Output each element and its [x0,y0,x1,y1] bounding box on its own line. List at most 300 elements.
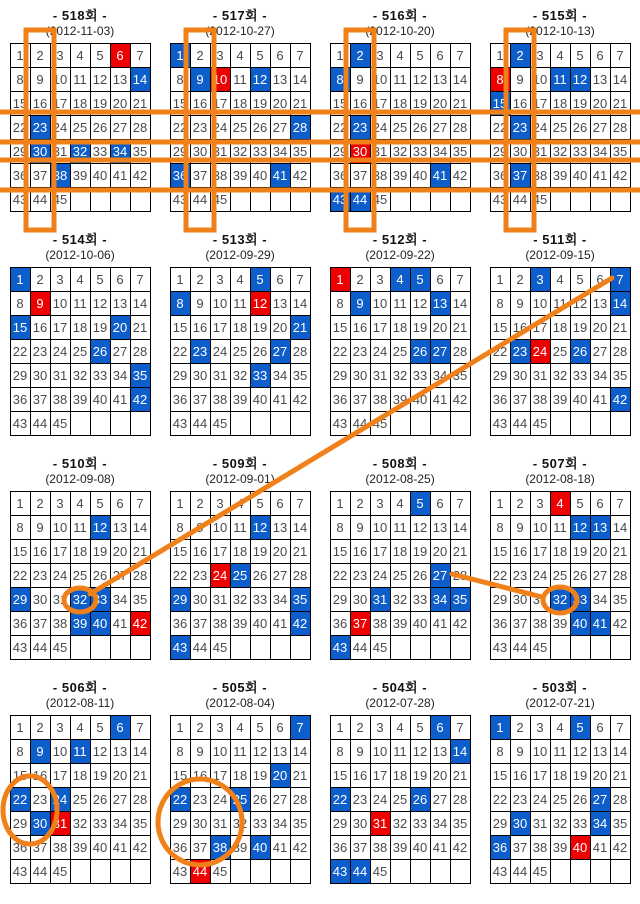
number-cell: 14 [451,516,470,539]
winning-number-cell: 26 [411,340,430,363]
number-cell: 13 [271,740,290,763]
number-cell: 33 [411,812,430,835]
empty-cell [391,412,410,435]
number-cell: 20 [431,764,450,787]
number-cell: 18 [231,316,250,339]
empty-cell [291,636,310,659]
winning-number-cell: 43 [331,188,350,211]
number-grid [490,267,631,436]
number-cell: 39 [391,612,410,635]
number-cell: 25 [391,788,410,811]
number-cell: 30 [31,364,50,387]
number-cell: 23 [351,788,370,811]
number-cell: 33 [571,364,590,387]
number-cell: 26 [251,788,270,811]
number-cell: 18 [231,540,250,563]
number-cell: 19 [411,316,430,339]
number-cell: 30 [351,812,370,835]
number-cell: 2 [511,268,530,291]
bonus-number-cell: 9 [31,292,50,315]
number-cell: 8 [331,516,350,539]
number-cell: 39 [231,612,250,635]
number-cell: 2 [511,492,530,515]
number-cell: 17 [51,764,70,787]
number-cell: 22 [171,340,190,363]
number-cell: 44 [511,636,530,659]
number-cell: 14 [611,516,630,539]
number-cell: 6 [271,492,290,515]
winning-number-cell: 29 [171,588,190,611]
bonus-number-cell: 31 [371,812,390,835]
number-cell: 29 [331,588,350,611]
number-cell: 30 [511,588,530,611]
bonus-number-cell: 37 [351,612,370,635]
draw-round-title: - 507회 - [532,456,588,471]
number-cell: 10 [531,292,550,315]
number-cell: 4 [71,268,90,291]
number-cell: 8 [11,68,30,91]
winning-number-cell: 5 [411,268,430,291]
number-cell: 28 [451,564,470,587]
number-cell: 34 [271,140,290,163]
number-cell: 41 [431,612,450,635]
empty-cell [271,412,290,435]
number-cell: 45 [51,188,70,211]
number-cell: 26 [91,116,110,139]
empty-cell [131,412,150,435]
empty-cell [231,188,250,211]
winning-number-cell: 13 [591,516,610,539]
number-cell: 19 [251,316,270,339]
number-cell: 17 [51,92,70,115]
empty-cell [431,188,450,211]
number-cell: 21 [451,764,470,787]
number-cell: 33 [251,140,270,163]
winning-number-cell: 44 [351,860,370,883]
number-cell: 23 [191,788,210,811]
empty-cell [251,860,270,883]
number-cell: 8 [11,740,30,763]
number-cell: 18 [71,316,90,339]
winning-number-cell: 35 [131,364,150,387]
number-cell: 30 [191,364,210,387]
bonus-number-cell: 44 [191,860,210,883]
winning-number-cell: 41 [271,164,290,187]
number-cell: 24 [371,340,390,363]
number-cell: 33 [91,364,110,387]
draw-calendar-board [0,8,640,904]
winning-number-cell: 31 [371,588,390,611]
number-cell: 12 [411,740,430,763]
number-cell: 40 [411,388,430,411]
winning-number-cell: 3 [531,268,550,291]
winning-number-cell: 27 [431,340,450,363]
number-cell: 11 [391,516,410,539]
number-cell: 29 [491,140,510,163]
empty-cell [291,412,310,435]
number-cell: 25 [71,564,90,587]
number-cell: 20 [111,540,130,563]
draw-round-title: - 506회 - [52,680,108,695]
number-cell: 41 [111,612,130,635]
number-cell: 4 [71,44,90,67]
draw-date: (2012-09-01) [205,472,275,486]
number-cell: 35 [451,364,470,387]
number-cell: 13 [591,740,610,763]
number-cell: 35 [611,812,630,835]
number-grid [330,491,471,660]
winning-number-cell: 43 [331,636,350,659]
empty-cell [591,412,610,435]
number-cell: 11 [391,740,410,763]
number-cell: 40 [251,388,270,411]
number-cell: 38 [531,612,550,635]
number-cell: 37 [31,388,50,411]
winning-number-cell: 30 [31,140,50,163]
empty-cell [591,860,610,883]
number-cell: 32 [391,812,410,835]
number-cell: 39 [71,388,90,411]
number-cell: 25 [551,564,570,587]
number-cell: 9 [351,68,370,91]
empty-cell [391,188,410,211]
winning-number-cell: 40 [571,612,590,635]
number-cell: 43 [171,188,190,211]
winning-number-cell: 23 [511,116,530,139]
number-grid [490,43,631,212]
number-grid [490,491,631,660]
bonus-number-cell: 8 [491,68,510,91]
number-cell: 43 [491,188,510,211]
number-cell: 5 [251,716,270,739]
number-cell: 4 [231,716,250,739]
number-cell: 37 [31,164,50,187]
number-cell: 35 [131,588,150,611]
empty-cell [431,636,450,659]
draw-round-title: - 509회 - [212,456,268,471]
winning-number-cell: 20 [111,316,130,339]
winning-number-cell: 5 [411,492,430,515]
number-cell: 3 [211,44,230,67]
number-cell: 34 [271,364,290,387]
empty-cell [611,412,630,435]
empty-cell [411,188,430,211]
empty-cell [551,188,570,211]
number-cell: 4 [551,716,570,739]
number-cell: 20 [591,764,610,787]
number-cell: 44 [31,860,50,883]
number-cell: 36 [331,388,350,411]
empty-cell [251,412,270,435]
number-cell: 1 [331,716,350,739]
number-cell: 10 [531,68,550,91]
empty-cell [571,188,590,211]
bonus-number-cell: 6 [111,44,130,67]
empty-cell [451,412,470,435]
empty-cell [451,636,470,659]
number-cell: 33 [411,140,430,163]
empty-cell [571,636,590,659]
number-cell: 1 [171,716,190,739]
number-cell: 18 [71,764,90,787]
number-cell: 35 [291,140,310,163]
number-cell: 30 [191,588,210,611]
number-cell: 33 [91,140,110,163]
number-cell: 24 [211,116,230,139]
number-cell: 13 [111,516,130,539]
number-cell: 42 [291,164,310,187]
number-cell: 29 [171,364,190,387]
number-cell: 4 [231,492,250,515]
number-cell: 12 [411,292,430,315]
number-cell: 10 [211,292,230,315]
number-cell: 13 [591,292,610,315]
number-cell: 2 [351,492,370,515]
winning-number-cell: 26 [91,340,110,363]
number-cell: 2 [31,492,50,515]
number-cell: 45 [211,412,230,435]
number-cell: 30 [31,588,50,611]
number-cell: 4 [71,716,90,739]
number-cell: 32 [551,140,570,163]
number-cell: 18 [551,540,570,563]
winning-number-cell: 1 [171,44,190,67]
number-cell: 12 [571,740,590,763]
draw-calendar-511 [480,232,640,456]
number-cell: 43 [331,412,350,435]
number-cell: 36 [331,612,350,635]
number-cell: 45 [211,636,230,659]
number-cell: 6 [111,268,130,291]
empty-cell [111,860,130,883]
winning-number-cell: 37 [511,164,530,187]
number-cell: 13 [111,292,130,315]
number-cell: 42 [451,836,470,859]
number-cell: 29 [331,140,350,163]
number-cell: 28 [131,788,150,811]
number-cell: 40 [411,164,430,187]
number-cell: 10 [371,516,390,539]
number-cell: 8 [11,292,30,315]
number-cell: 27 [431,116,450,139]
number-cell: 34 [431,140,450,163]
number-cell: 42 [291,388,310,411]
bonus-number-cell: 1 [331,268,350,291]
number-cell: 42 [291,836,310,859]
number-cell: 19 [91,540,110,563]
draw-round-title: - 513회 - [212,232,268,247]
number-cell: 22 [171,116,190,139]
empty-cell [131,188,150,211]
bonus-number-cell: 12 [251,292,270,315]
winning-number-cell: 4 [391,268,410,291]
number-cell: 27 [431,788,450,811]
number-cell: 30 [511,140,530,163]
winning-number-cell: 36 [491,836,510,859]
empty-cell [571,860,590,883]
number-cell: 39 [391,388,410,411]
number-cell: 8 [171,740,190,763]
draw-date: (2012-10-20) [365,24,435,38]
number-cell: 21 [291,540,310,563]
number-cell: 36 [491,612,510,635]
number-cell: 10 [371,740,390,763]
number-cell: 6 [591,268,610,291]
number-cell: 13 [111,68,130,91]
number-cell: 22 [491,116,510,139]
number-cell: 17 [371,92,390,115]
number-cell: 22 [331,340,350,363]
number-cell: 38 [531,164,550,187]
number-cell: 45 [51,412,70,435]
number-cell: 26 [571,564,590,587]
winning-number-cell: 15 [491,92,510,115]
number-cell: 34 [111,364,130,387]
number-cell: 10 [371,68,390,91]
number-cell: 1 [11,44,30,67]
number-cell: 5 [91,716,110,739]
number-cell: 37 [31,612,50,635]
number-cell: 19 [251,540,270,563]
number-cell: 15 [11,540,30,563]
number-cell: 21 [131,764,150,787]
number-cell: 39 [391,836,410,859]
number-cell: 42 [611,836,630,859]
number-cell: 15 [11,764,30,787]
number-cell: 16 [351,92,370,115]
winning-number-cell: 26 [411,788,430,811]
empty-cell [411,860,430,883]
empty-cell [451,860,470,883]
number-cell: 20 [271,92,290,115]
number-grid [10,267,151,436]
number-cell: 27 [591,116,610,139]
number-cell: 25 [71,788,90,811]
number-cell: 35 [451,812,470,835]
draw-calendar-517 [160,8,320,232]
number-cell: 37 [511,612,530,635]
number-cell: 3 [51,44,70,67]
number-cell: 25 [551,788,570,811]
number-cell: 24 [531,564,550,587]
number-cell: 18 [551,92,570,115]
number-cell: 32 [551,364,570,387]
number-cell: 6 [271,716,290,739]
number-cell: 30 [351,588,370,611]
winning-number-cell: 44 [351,188,370,211]
draw-round-title: - 510회 - [52,456,108,471]
winning-number-cell: 35 [291,588,310,611]
number-cell: 10 [211,740,230,763]
number-cell: 20 [111,764,130,787]
number-cell: 1 [171,268,190,291]
bonus-number-cell: 40 [571,836,590,859]
bonus-number-cell: 31 [51,812,70,835]
number-cell: 10 [531,516,550,539]
number-cell: 36 [491,388,510,411]
number-cell: 37 [191,612,210,635]
number-cell: 19 [571,92,590,115]
winning-number-cell: 2 [351,44,370,67]
number-cell: 13 [271,292,290,315]
number-cell: 29 [491,364,510,387]
number-cell: 45 [51,860,70,883]
number-cell: 14 [131,292,150,315]
number-cell: 19 [91,764,110,787]
number-cell: 27 [111,340,130,363]
number-cell: 34 [431,812,450,835]
number-cell: 20 [591,316,610,339]
number-cell: 10 [51,68,70,91]
number-cell: 4 [71,492,90,515]
number-cell: 38 [211,612,230,635]
draw-round-title: - 508회 - [372,456,428,471]
number-cell: 38 [211,164,230,187]
number-cell: 29 [331,812,350,835]
number-cell: 15 [171,92,190,115]
number-cell: 31 [531,588,550,611]
number-cell: 18 [391,764,410,787]
number-cell: 33 [571,812,590,835]
number-cell: 7 [451,492,470,515]
number-cell: 2 [191,44,210,67]
winning-number-cell: 14 [131,68,150,91]
number-cell: 39 [551,612,570,635]
number-cell: 19 [91,92,110,115]
number-cell: 21 [611,540,630,563]
number-cell: 1 [331,44,350,67]
number-cell: 21 [131,316,150,339]
winning-number-cell: 36 [171,164,190,187]
number-cell: 28 [451,788,470,811]
draw-date: (2012-09-15) [525,248,595,262]
number-cell: 33 [251,812,270,835]
number-cell: 16 [191,764,210,787]
winning-number-cell: 43 [171,636,190,659]
number-cell: 27 [591,340,610,363]
number-cell: 15 [331,540,350,563]
number-cell: 41 [591,164,610,187]
number-cell: 37 [511,836,530,859]
number-cell: 34 [591,588,610,611]
number-cell: 32 [231,140,250,163]
number-cell: 7 [291,492,310,515]
number-cell: 7 [131,492,150,515]
winning-number-cell: 30 [511,812,530,835]
number-cell: 34 [431,364,450,387]
winning-number-cell: 41 [431,164,450,187]
number-cell: 12 [91,68,110,91]
winning-number-cell: 12 [251,68,270,91]
number-cell: 31 [531,364,550,387]
number-cell: 41 [431,388,450,411]
winning-number-cell: 27 [431,564,450,587]
number-cell: 32 [71,812,90,835]
number-cell: 17 [531,92,550,115]
number-grid [170,43,311,212]
number-cell: 40 [571,388,590,411]
number-cell: 43 [491,412,510,435]
number-cell: 38 [371,164,390,187]
number-cell: 15 [491,764,510,787]
number-cell: 44 [191,636,210,659]
number-cell: 17 [211,92,230,115]
number-cell: 32 [231,588,250,611]
winning-number-cell: 23 [31,116,50,139]
number-cell: 11 [231,292,250,315]
number-cell: 45 [51,636,70,659]
number-cell: 15 [171,764,190,787]
